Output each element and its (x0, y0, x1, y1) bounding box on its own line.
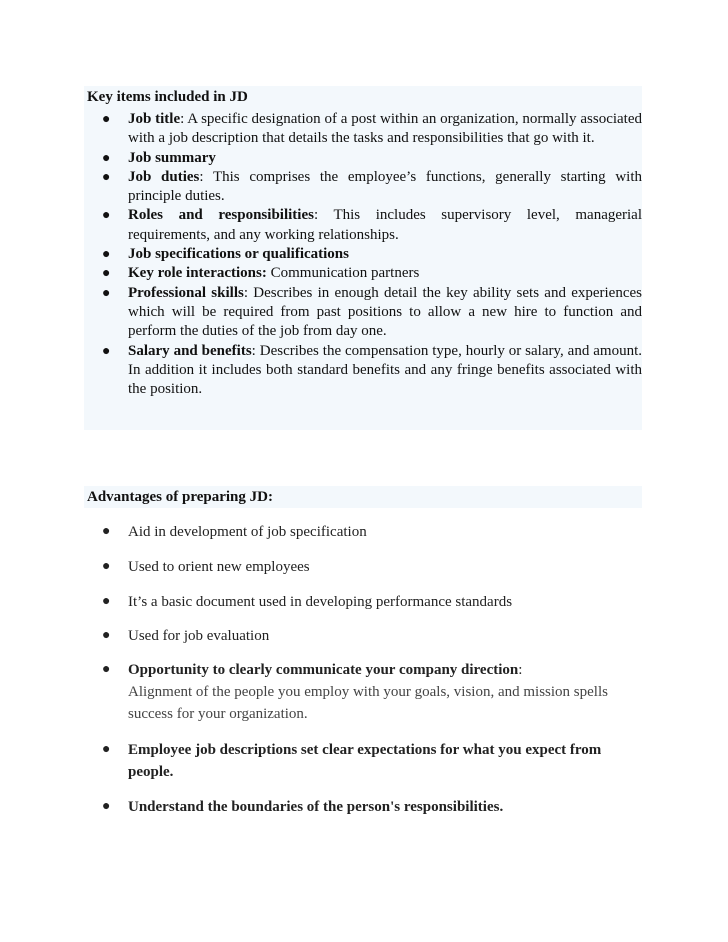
bullet-icon: ● (102, 524, 111, 539)
bullet-icon: ● (102, 343, 111, 359)
list-item (84, 625, 644, 647)
key-items-section (84, 86, 642, 430)
list-item (84, 264, 642, 283)
list-item (84, 342, 642, 400)
list-item (84, 591, 644, 613)
bullet-icon: ● (102, 169, 111, 185)
item-description: : This includes supervisory level, managerial requirements, and any working relationships. (128, 207, 642, 243)
list-item (84, 168, 642, 207)
item-term: Roles and responsibilities (128, 207, 314, 224)
bullet-icon: ● (102, 628, 111, 643)
item-term: Job duties (128, 168, 200, 185)
bullet-icon: ● (102, 150, 111, 166)
key-items-list (84, 110, 642, 401)
advantages-section (84, 486, 642, 508)
item-text: It’s a basic document used in developing performance standards (128, 594, 513, 610)
list-item (84, 556, 644, 578)
item-text: Used for job evaluation (128, 628, 270, 644)
bullet-icon: ● (102, 799, 111, 814)
item-term: Job summary (128, 149, 216, 166)
item-description: : Describes in enough detail the key ability sets and experiences which will be required from past positions to allow a new hire to function and perform the duties of the job from day one. (128, 284, 642, 340)
list-item (84, 149, 642, 168)
item-term: Professional skills (128, 284, 244, 301)
bullet-icon: ● (102, 112, 111, 127)
bullet-icon: ● (102, 247, 111, 263)
list-item (84, 739, 644, 783)
item-description: Alignment of the people you employ with your goals, vision, and mission spells success for your organization. (128, 684, 608, 722)
item-colon: : (518, 662, 523, 678)
list-item (84, 521, 644, 543)
list-item (84, 245, 642, 264)
item-term: Understand the boundaries of the person's responsibilities. (128, 799, 504, 815)
bullet-icon: ● (102, 559, 111, 574)
item-term: Opportunity to clearly communicate your company direction (128, 662, 519, 678)
section-heading: Advantages of preparing JD: (84, 486, 642, 508)
item-term: Job specifications or qualifications (128, 246, 349, 263)
item-description: : A specific designation of a post within an organization, normally associated with a job description that details the tasks and responsibilities that go with it. (128, 111, 643, 147)
section-heading: Key items included in JD (87, 89, 248, 105)
bullet-icon: ● (102, 285, 111, 301)
item-description: Communication partners (266, 265, 420, 282)
list-item (84, 206, 642, 245)
item-term: Job title (128, 111, 181, 127)
list-item (84, 796, 644, 818)
item-text: Aid in development of job specification (128, 524, 367, 540)
item-term: Salary and benefits (128, 342, 252, 359)
item-text: Used to orient new employees (128, 559, 310, 575)
item-description: : Describes the compensation type, hourly or salary, and amount. In addition it includes both standard benefits and any fringe benefits associated with the position. (128, 342, 642, 398)
list-item (84, 110, 642, 149)
item-term: Employee job descriptions set clear expectations for what you expect from people. (128, 742, 602, 780)
item-term: Key role interactions: (128, 265, 267, 282)
bullet-icon: ● (102, 742, 111, 757)
bullet-icon: ● (102, 208, 111, 224)
bullet-icon: ● (102, 662, 111, 677)
bullet-icon: ● (102, 594, 111, 609)
item-description: : This comprises the employee’s functions, generally starting with principle duties. (128, 168, 643, 205)
list-item (84, 659, 644, 725)
list-item (84, 284, 642, 342)
bullet-icon: ● (102, 266, 111, 282)
